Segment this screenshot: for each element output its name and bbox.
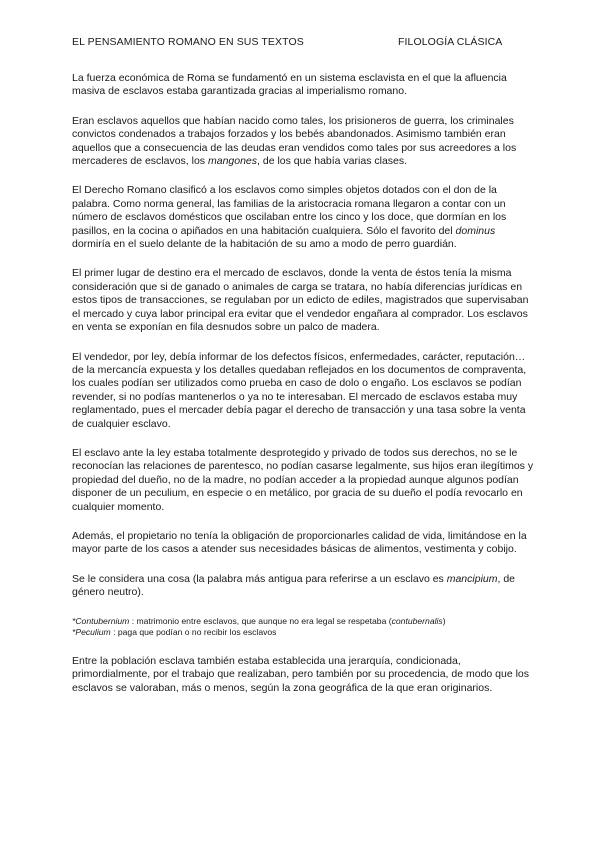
paragraph-2-text-a: Eran esclavos aquellos que habían nacido como tales, los prisioneros de guerra, los criminales convictos condenados a trabajos forzados y los bebés abandonados. Asimismo también eran aquellos que a consecuencia de las deudas eran vendidos como tales por sus acreedores a los mercaderes de esclavos, los [72,114,517,168]
page-header [72,36,532,50]
term-mangones: mangones [207,155,258,168]
note-1-term: *Contubernium [72,615,130,626]
paragraph-2-text-b: , de los que había varias clases. [257,155,408,168]
footnotes [72,616,534,639]
note-1-text: : matrimonio entre esclavos, que aunque no era legal se respetaba ( [129,615,392,626]
note-1-end: ) [442,615,446,626]
paragraph-2 [72,115,534,169]
paragraph-8 [72,573,534,600]
paragraph-3 [72,184,534,251]
term-mancipium: mancipium [446,572,498,585]
paragraph-9: Entre la población esclava también estaba establecida una jerarquía, condicionada, primordialmente, por el trabajo que realizaban, pero también por su procedencia, de modo que los esclavos se valoraban, más o menos, según la zona geográfica de la que eran originarios. [72,654,530,694]
document-body [72,72,534,711]
header-title: EL PENSAMIENTO ROMANO EN SUS TEXTOS [72,36,304,48]
note-contubernium [72,616,534,628]
term-dominus: dominus [455,224,496,237]
paragraph-5: El vendedor, por ley, debía informar de los defectos físicos, enfermedades, carácter, reputación… de la mercancía expuesta y los detalles quedaban reflejados en los documentos de compraventa, los cuales podían ser utilizados como prueba en caso de dolo o engaño. Los esclavos se podían revender, si no podías mantenerlos o ya no te interesaban. El mercado de esclavos estaba muy reglamentado, pues el mercader debía pagar el derecho de transacción y una tasa sobre la venta de cualquier esclavo. [72,350,527,430]
paragraph-3-text-a: El Derecho Romano clasificó a los esclavos como simples objetos dotados con el don de la palabra. Como norma general, las familias de la aristocracia romana llegaron a contar con un número de esclavos domésticos que oscilaban entre los cinco y los doce, que dormían en los pasillos, en la cocina o apiñados en una habitación cualquiera. Sólo el favorito del [72,184,507,237]
paragraph-8-text-b: , de género neutro). [72,572,516,599]
header-subject: FILOLOGÍA CLÁSICA [398,36,503,48]
note-peculium [72,627,534,639]
paragraph-8-text-a: Se le considera una cosa (la palabra más antigua para referirse a un esclavo es [72,572,447,585]
note-2-text: : paga que podían o no recibir los esclavos [110,627,277,638]
paragraph-7: Además, el propietario no tenía la obligación de proporcionarles calidad de vida, limitándose en la mayor parte de los casos a atender sus necesidades básicas de alimentos, vestimenta y cobijo. [72,529,527,556]
paragraph-6: El esclavo ante la ley estaba totalmente desprotegido y privado de todos sus derechos, no se le reconocían las relaciones de parentesco, no podían casarse legalmente, sus hijos eran ilegítimos y propiedad del dueño, no de la madre, no podían acceder a la propiedad aunque algunos podían disponer de un peculium, en especie o en metálico, por gracia de su dueño el podía revocarlo en cualquier momento. [72,446,534,513]
paragraph-1: La fuerza económica de Roma se fundamentó en un sistema esclavista en el que la afluencia masiva de esclavos estaba garantizada gracias al imperialismo romano. [72,72,507,98]
note-2-term: *Peculium [72,627,111,638]
note-1-term-2: contubernalis [391,615,443,626]
paragraph-4: El primer lugar de destino era el mercado de esclavos, donde la venta de éstos tenía la misma consideración que si de ganado o animales de carga se tratara, no había diferencias jurídicas en estos tipos de transacciones, se regulaban por un edicto de ediles, magistrados que supervisaban el mercado y cuya labor principal era evitar que el vendedor engañara al comprador. Los esclavos en venta se exponían en fila desnudos sobre un palco de madera. [72,267,529,334]
paragraph-3-text-b: dormiría en el suelo delante de la habitación de su amo a modo de perro guardián. [72,238,457,251]
